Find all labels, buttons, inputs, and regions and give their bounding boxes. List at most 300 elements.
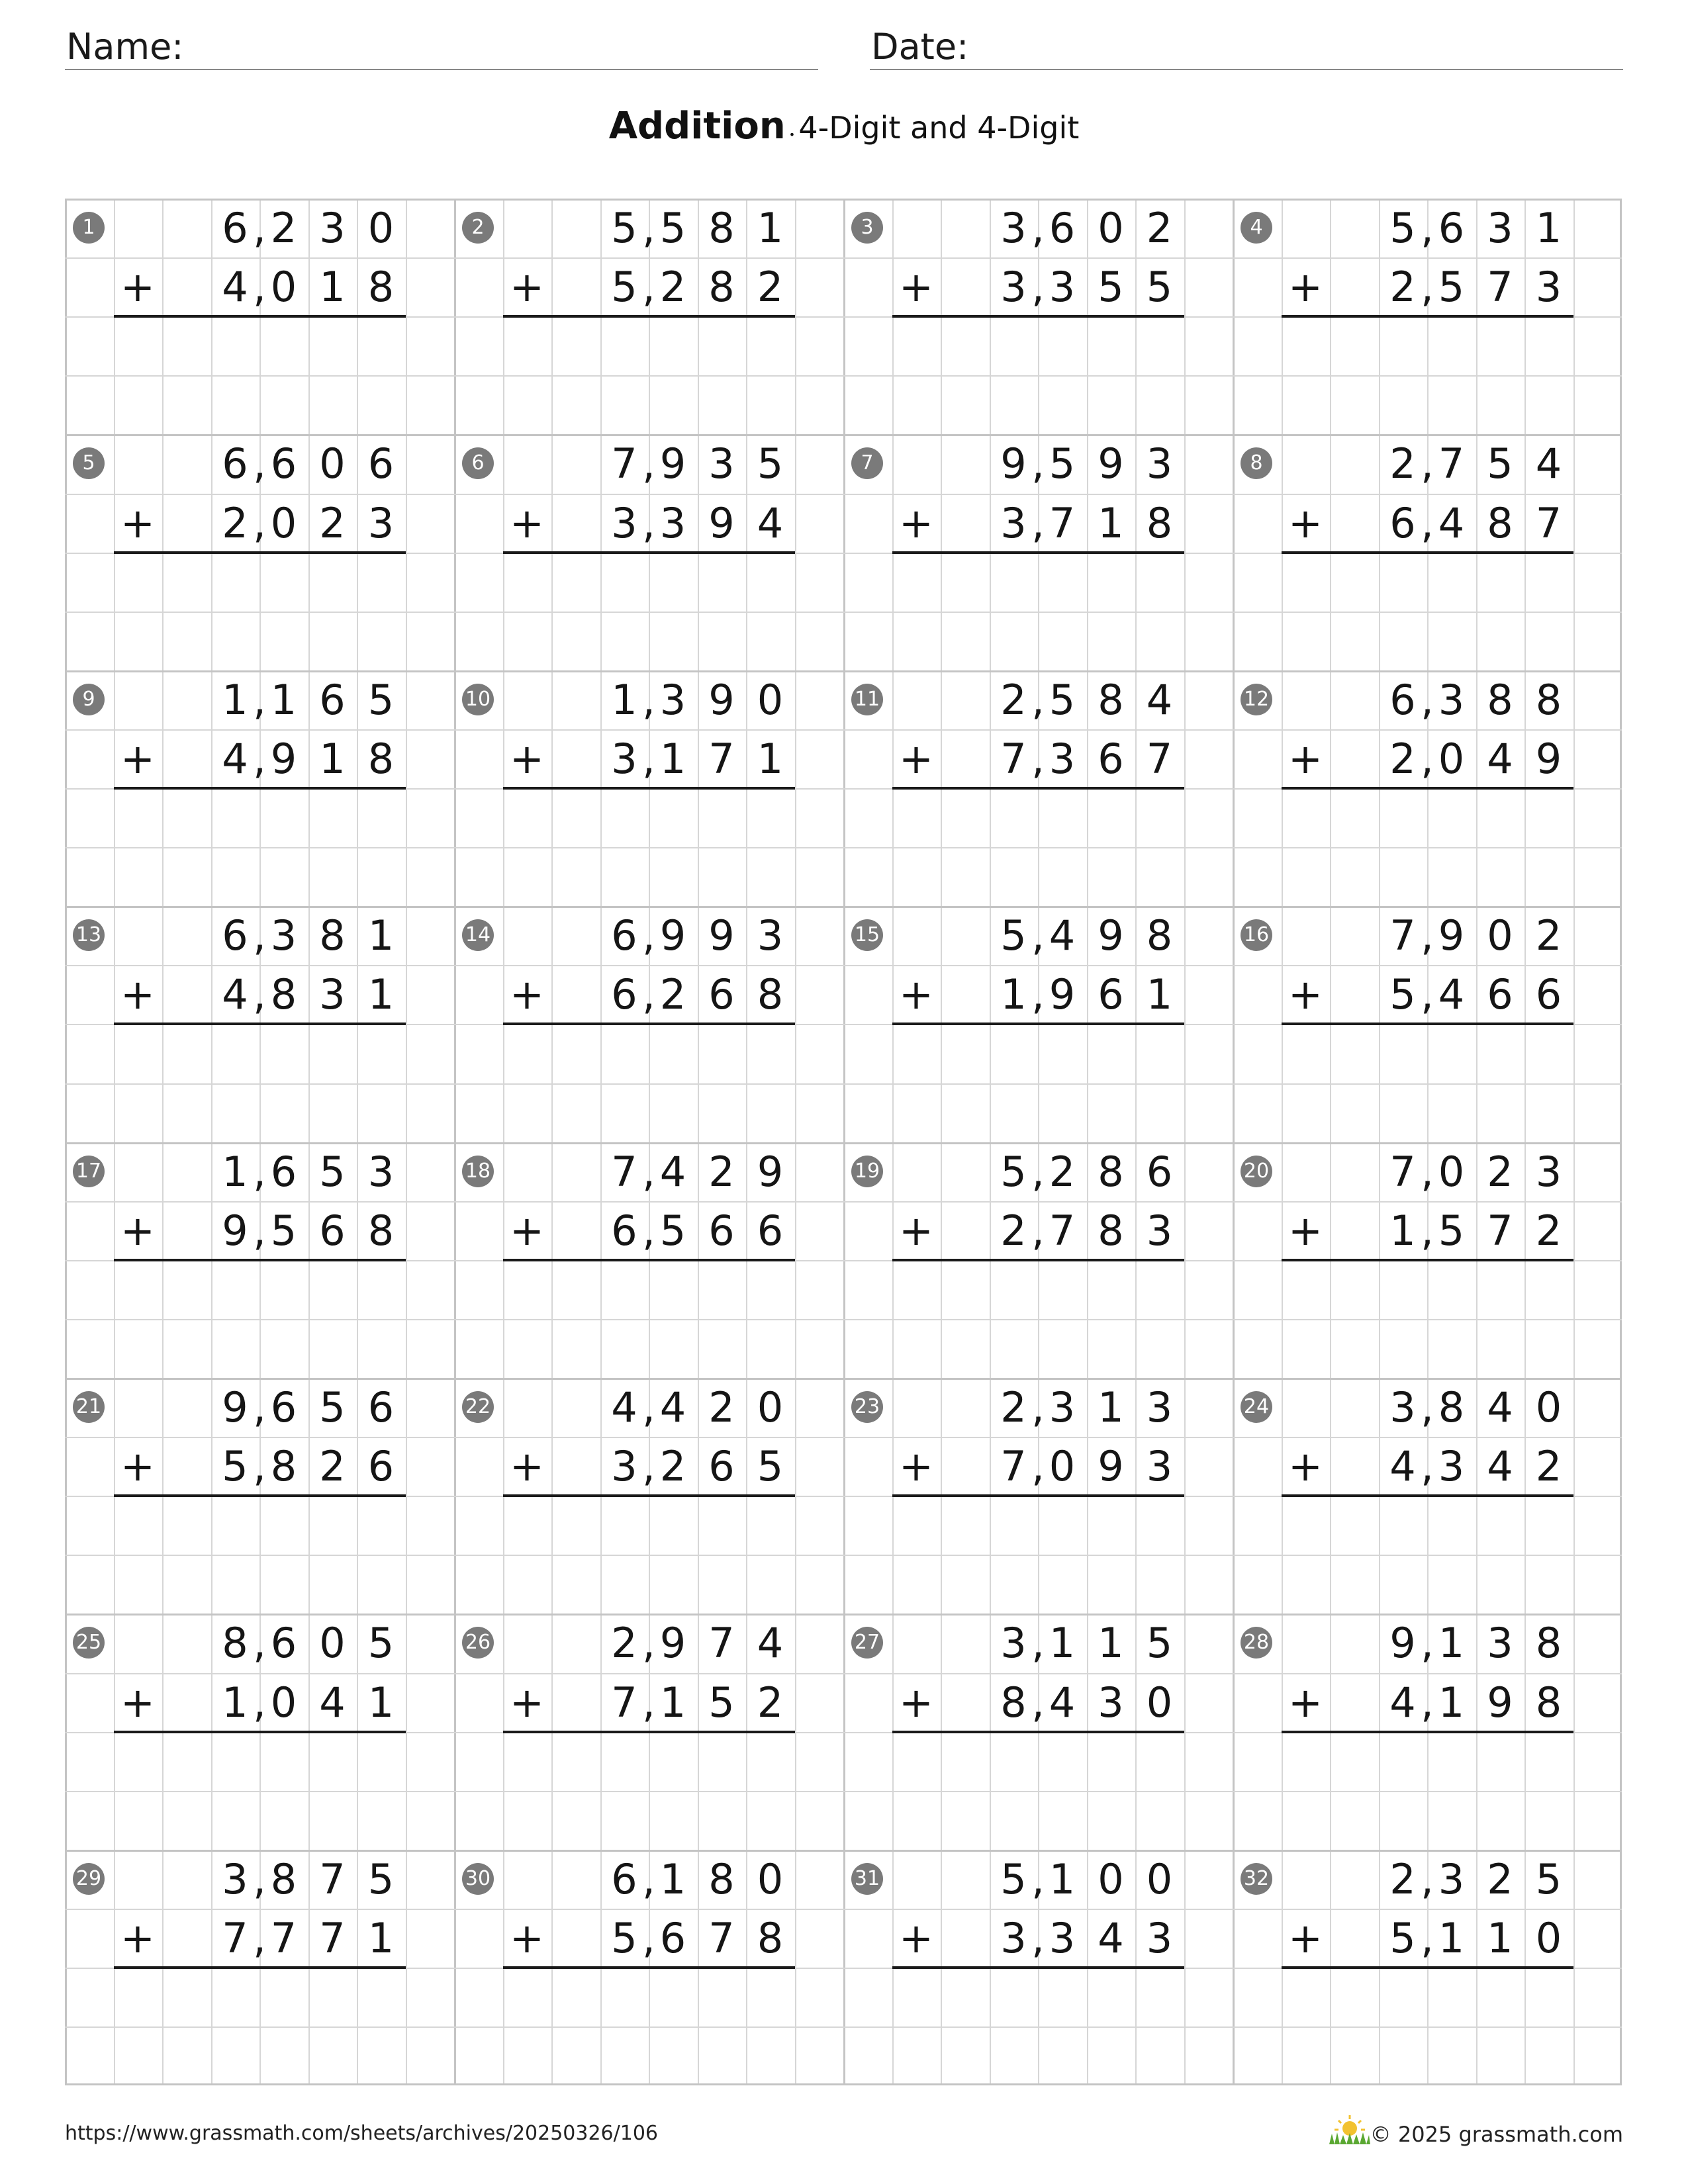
answer-rule: [1282, 315, 1573, 318]
thousands-separator: ,: [1031, 911, 1045, 960]
grid-horizontal-line: [65, 375, 1622, 377]
digit-bottom: 9: [222, 1206, 248, 1255]
digit-bottom: 3: [1049, 734, 1076, 783]
digit-top: 8: [270, 1854, 297, 1903]
plus-operator: +: [120, 263, 155, 312]
plus-operator: +: [510, 1442, 544, 1491]
digit-top: 9: [659, 439, 686, 488]
digit-bottom: 2: [319, 498, 346, 547]
grid-horizontal-line: [65, 1791, 1622, 1792]
digit-bottom: 5: [270, 1206, 297, 1255]
thousands-separator: ,: [642, 970, 655, 1019]
digit-bottom: 5: [708, 1678, 735, 1727]
thousands-separator: ,: [1031, 675, 1045, 724]
answer-rule: [1282, 1731, 1573, 1733]
digit-bottom: 6: [659, 1913, 686, 1962]
thousands-separator: ,: [1421, 1206, 1434, 1255]
thousands-separator: ,: [1031, 1678, 1045, 1727]
plus-operator: +: [510, 1913, 544, 1962]
digit-top: 6: [270, 1383, 297, 1432]
digit-top: 8: [1146, 911, 1173, 960]
digit-bottom: 5: [1438, 1206, 1465, 1255]
digit-top: 8: [319, 911, 346, 960]
digit-top: 3: [270, 911, 297, 960]
plus-operator: +: [120, 1206, 155, 1255]
grid-horizontal-line: [65, 847, 1622, 848]
digit-bottom: 1: [367, 970, 395, 1019]
plus-operator: +: [510, 970, 544, 1019]
digit-top: 8: [708, 204, 735, 252]
digit-bottom: 9: [1535, 734, 1562, 783]
digit-bottom: 6: [367, 1442, 395, 1491]
digit-bottom: 6: [611, 1206, 637, 1255]
problem-number-badge: 31: [851, 1863, 883, 1895]
digit-bottom: 3: [1000, 263, 1027, 312]
digit-top: 5: [1000, 1147, 1027, 1196]
digit-top: 3: [708, 439, 735, 488]
digit-bottom: 7: [1000, 1442, 1027, 1491]
thousands-separator: ,: [253, 1619, 266, 1668]
digit-bottom: 1: [319, 263, 346, 312]
problem-number-badge: 28: [1241, 1627, 1272, 1659]
answer-rule: [1282, 1966, 1573, 1969]
problem-number-badge: 1: [73, 212, 105, 244]
answer-rule: [1282, 551, 1573, 554]
date-field[interactable]: [870, 25, 1623, 70]
digit-bottom: 1: [659, 1678, 686, 1727]
digit-top: 4: [1146, 675, 1173, 724]
thousands-separator: ,: [253, 204, 266, 252]
digit-top: 9: [659, 911, 686, 960]
digit-bottom: 4: [222, 263, 248, 312]
thousands-separator: ,: [1421, 1619, 1434, 1668]
digit-bottom: 3: [1000, 1913, 1027, 1962]
problem-number-badge: 27: [851, 1627, 883, 1659]
digit-top: 7: [1389, 911, 1416, 960]
digit-bottom: 4: [1487, 1442, 1513, 1491]
thousands-separator: ,: [1031, 1206, 1045, 1255]
digit-top: 8: [1098, 675, 1124, 724]
problem-number-badge: 2: [462, 212, 494, 244]
digit-bottom: 5: [757, 1442, 784, 1491]
digit-top: 3: [222, 1854, 248, 1903]
problem-number-badge: 30: [462, 1863, 494, 1895]
plus-operator: +: [510, 1206, 544, 1255]
digit-top: 5: [611, 204, 637, 252]
digit-bottom: 4: [1389, 1678, 1416, 1727]
digit-top: 2: [1487, 1854, 1513, 1903]
problem-number-badge: 22: [462, 1391, 494, 1423]
digit-bottom: 9: [1487, 1678, 1513, 1727]
digit-bottom: 3: [319, 970, 346, 1019]
digit-top: 5: [1146, 1619, 1173, 1668]
thousands-separator: ,: [1421, 1442, 1434, 1491]
thousands-separator: ,: [642, 1854, 655, 1903]
problem-number-badge: 16: [1241, 919, 1272, 951]
answer-rule: [892, 1023, 1184, 1025]
thousands-separator: ,: [642, 1619, 655, 1668]
digit-bottom: 3: [1049, 1913, 1076, 1962]
digit-top: 3: [1438, 675, 1465, 724]
digit-bottom: 6: [1535, 970, 1562, 1019]
digit-bottom: 6: [757, 1206, 784, 1255]
plus-operator: +: [1288, 1678, 1323, 1727]
digit-top: 0: [1438, 1147, 1465, 1196]
problem-number-badge: 10: [462, 684, 494, 715]
digit-top: 7: [611, 439, 637, 488]
digit-bottom: 3: [1146, 1913, 1173, 1962]
grid-horizontal-line: [65, 1319, 1622, 1320]
digit-bottom: 4: [1389, 1442, 1416, 1491]
digit-bottom: 2: [659, 1442, 686, 1491]
digit-top: 6: [222, 911, 248, 960]
answer-rule: [503, 787, 795, 790]
digit-top: 5: [367, 1619, 395, 1668]
digit-top: 0: [319, 1619, 346, 1668]
date-label: Date:: [871, 26, 969, 68]
thousands-separator: ,: [642, 498, 655, 547]
digit-bottom: 7: [1146, 734, 1173, 783]
digit-top: 4: [1487, 1383, 1513, 1432]
thousands-separator: ,: [253, 498, 266, 547]
digit-bottom: 7: [708, 1913, 735, 1962]
thousands-separator: ,: [253, 1383, 266, 1432]
digit-bottom: 2: [1000, 1206, 1027, 1255]
plus-operator: +: [899, 1206, 933, 1255]
digit-top: 6: [367, 439, 395, 488]
digit-top: 8: [708, 1854, 735, 1903]
problem-number-badge: 6: [462, 447, 494, 479]
answer-rule: [1282, 1023, 1573, 1025]
digit-top: 0: [1098, 204, 1124, 252]
digit-top: 2: [1049, 1147, 1076, 1196]
digit-top: 5: [1389, 204, 1416, 252]
digit-top: 2: [708, 1383, 735, 1432]
problem-number-badge: 18: [462, 1156, 494, 1187]
digit-bottom: 1: [757, 734, 784, 783]
plus-operator: +: [1288, 263, 1323, 312]
digit-bottom: 6: [708, 1206, 735, 1255]
digit-bottom: 3: [367, 498, 395, 547]
answer-rule: [114, 551, 406, 554]
digit-bottom: 9: [1098, 1442, 1124, 1491]
problem-number-badge: 7: [851, 447, 883, 479]
digit-bottom: 1: [1146, 970, 1173, 1019]
digit-bottom: 9: [708, 498, 735, 547]
problem-number-badge: 20: [1241, 1156, 1272, 1187]
answer-rule: [892, 1494, 1184, 1497]
digit-top: 8: [1487, 675, 1513, 724]
thousands-separator: ,: [253, 263, 266, 312]
digit-top: 4: [757, 1619, 784, 1668]
grid-horizontal-line: [65, 2083, 1622, 2085]
answer-rule: [892, 787, 1184, 790]
digit-top: 6: [319, 675, 346, 724]
footer-url: https://www.grassmath.com/sheets/archives/20250326/106: [65, 2122, 659, 2145]
digit-top: 3: [757, 911, 784, 960]
digit-top: 2: [708, 1147, 735, 1196]
digit-top: 0: [757, 675, 784, 724]
digit-bottom: 6: [1098, 734, 1124, 783]
answer-rule: [892, 1731, 1184, 1733]
digit-bottom: 8: [367, 263, 395, 312]
digit-top: 5: [367, 1854, 395, 1903]
thousands-separator: ,: [1031, 1442, 1045, 1491]
plus-operator: +: [510, 734, 544, 783]
problem-number-badge: 23: [851, 1391, 883, 1423]
digit-bottom: 2: [659, 970, 686, 1019]
digit-bottom: 3: [1000, 498, 1027, 547]
thousands-separator: ,: [1421, 263, 1434, 312]
problem-number-badge: 9: [73, 684, 105, 715]
digit-top: 7: [611, 1147, 637, 1196]
digit-top: 1: [222, 675, 248, 724]
digit-top: 6: [1049, 204, 1076, 252]
thousands-separator: ,: [1031, 1147, 1045, 1196]
digit-top: 6: [222, 439, 248, 488]
answer-rule: [114, 1259, 406, 1261]
digit-bottom: 2: [1535, 1442, 1562, 1491]
answer-rule: [503, 1259, 795, 1261]
digit-bottom: 6: [1389, 498, 1416, 547]
digit-top: 2: [1389, 1854, 1416, 1903]
thousands-separator: ,: [1421, 911, 1434, 960]
thousands-separator: ,: [1031, 263, 1045, 312]
digit-bottom: 1: [1098, 498, 1124, 547]
digit-bottom: 2: [757, 1678, 784, 1727]
digit-bottom: 3: [1146, 1442, 1173, 1491]
digit-top: 6: [270, 1619, 297, 1668]
problem-number-badge: 32: [1241, 1863, 1272, 1895]
problem-number-badge: 25: [73, 1627, 105, 1659]
digit-bottom: 9: [1049, 970, 1076, 1019]
grid-horizontal-line: [65, 612, 1622, 613]
digit-bottom: 7: [1000, 734, 1027, 783]
digit-bottom: 6: [319, 1206, 346, 1255]
digit-bottom: 1: [1487, 1913, 1513, 1962]
thousands-separator: ,: [1031, 734, 1045, 783]
digit-top: 6: [1146, 1147, 1173, 1196]
digit-bottom: 5: [1098, 263, 1124, 312]
answer-rule: [114, 1731, 406, 1733]
digit-bottom: 2: [757, 263, 784, 312]
digit-top: 1: [1049, 1854, 1076, 1903]
thousands-separator: ,: [1421, 1854, 1434, 1903]
digit-bottom: 7: [222, 1913, 248, 1962]
digit-top: 2: [270, 204, 297, 252]
digit-bottom: 8: [367, 734, 395, 783]
digit-bottom: 4: [222, 734, 248, 783]
digit-bottom: 6: [1487, 970, 1513, 1019]
thousands-separator: ,: [1421, 1147, 1434, 1196]
digit-top: 3: [1000, 204, 1027, 252]
thousands-separator: ,: [1421, 439, 1434, 488]
plus-operator: +: [1288, 498, 1323, 547]
digit-top: 3: [1487, 204, 1513, 252]
digit-bottom: 2: [319, 1442, 346, 1491]
thousands-separator: ,: [642, 1206, 655, 1255]
digit-bottom: 7: [611, 1678, 637, 1727]
thousands-separator: ,: [1031, 439, 1045, 488]
plus-operator: +: [1288, 1206, 1323, 1255]
problem-number-badge: 8: [1241, 447, 1272, 479]
digit-bottom: 8: [1098, 1206, 1124, 1255]
problem-grid: [65, 199, 1622, 2085]
digit-top: 3: [319, 204, 346, 252]
plus-operator: +: [120, 498, 155, 547]
digit-bottom: 5: [1389, 1913, 1416, 1962]
digit-top: 0: [1535, 1383, 1562, 1432]
digit-bottom: 7: [708, 734, 735, 783]
digit-top: 3: [1487, 1619, 1513, 1668]
digit-top: 1: [1098, 1383, 1124, 1432]
digit-bottom: 8: [757, 970, 784, 1019]
plus-operator: +: [120, 1913, 155, 1962]
digit-bottom: 9: [270, 734, 297, 783]
digit-top: 4: [1049, 911, 1076, 960]
digit-bottom: 2: [1535, 1206, 1562, 1255]
digit-bottom: 2: [659, 263, 686, 312]
digit-top: 3: [1389, 1383, 1416, 1432]
digit-bottom: 0: [1049, 1442, 1076, 1491]
plus-operator: +: [120, 970, 155, 1019]
plus-operator: +: [1288, 970, 1323, 1019]
digit-bottom: 4: [1438, 498, 1465, 547]
digit-bottom: 8: [757, 1913, 784, 1962]
digit-bottom: 4: [1487, 734, 1513, 783]
answer-rule: [892, 1966, 1184, 1969]
digit-bottom: 7: [1487, 263, 1513, 312]
plus-operator: +: [1288, 1913, 1323, 1962]
digit-bottom: 1: [1000, 970, 1027, 1019]
problem-number-badge: 26: [462, 1627, 494, 1659]
digit-top: 9: [1389, 1619, 1416, 1668]
answer-rule: [503, 1023, 795, 1025]
plus-operator: +: [120, 1442, 155, 1491]
digit-top: 6: [611, 1854, 637, 1903]
answer-rule: [1282, 1494, 1573, 1497]
digit-bottom: 6: [1098, 970, 1124, 1019]
digit-top: 9: [757, 1147, 784, 1196]
digit-bottom: 7: [1535, 498, 1562, 547]
thousands-separator: ,: [253, 1206, 266, 1255]
problem-number-badge: 24: [1241, 1391, 1272, 1423]
digit-bottom: 1: [1389, 1206, 1416, 1255]
digit-top: 6: [222, 204, 248, 252]
digit-bottom: 3: [1049, 263, 1076, 312]
digit-top: 0: [1098, 1854, 1124, 1903]
thousands-separator: ,: [253, 1442, 266, 1491]
digit-top: 9: [659, 1619, 686, 1668]
digit-top: 8: [1098, 1147, 1124, 1196]
digit-top: 5: [757, 439, 784, 488]
digit-top: 6: [367, 1383, 395, 1432]
digit-top: 5: [1000, 911, 1027, 960]
digit-top: 4: [659, 1383, 686, 1432]
digit-bottom: 0: [270, 263, 297, 312]
digit-top: 4: [611, 1383, 637, 1432]
digit-bottom: 2: [1389, 263, 1416, 312]
thousands-separator: ,: [642, 1147, 655, 1196]
plus-operator: +: [120, 1678, 155, 1727]
digit-top: 1: [1535, 204, 1562, 252]
digit-top: 2: [1146, 204, 1173, 252]
digit-bottom: 8: [1487, 498, 1513, 547]
digit-bottom: 2: [1389, 734, 1416, 783]
thousands-separator: ,: [253, 734, 266, 783]
digit-top: 5: [1487, 439, 1513, 488]
plus-operator: +: [120, 734, 155, 783]
problem-number-badge: 14: [462, 919, 494, 951]
title-main: Addition: [608, 105, 786, 148]
thousands-separator: ,: [1031, 1854, 1045, 1903]
answer-rule: [892, 315, 1184, 318]
digit-top: 8: [1535, 675, 1562, 724]
answer-rule: [1282, 787, 1573, 790]
digit-bottom: 3: [611, 734, 637, 783]
digit-top: 9: [1438, 911, 1465, 960]
answer-rule: [503, 1731, 795, 1733]
digit-bottom: 5: [659, 1206, 686, 1255]
digit-bottom: 5: [222, 1442, 248, 1491]
digit-bottom: 3: [1146, 1206, 1173, 1255]
name-field[interactable]: [65, 25, 818, 70]
digit-top: 0: [367, 204, 395, 252]
digit-top: 0: [319, 439, 346, 488]
thousands-separator: ,: [642, 1383, 655, 1432]
thousands-separator: ,: [1031, 498, 1045, 547]
digit-bottom: 0: [1146, 1678, 1173, 1727]
thousands-separator: ,: [1031, 204, 1045, 252]
thousands-separator: ,: [1031, 970, 1045, 1019]
digit-top: 2: [1535, 911, 1562, 960]
digit-bottom: 5: [1389, 970, 1416, 1019]
answer-rule: [503, 1966, 795, 1969]
digit-bottom: 3: [659, 498, 686, 547]
digit-bottom: 8: [1535, 1678, 1562, 1727]
digit-top: 9: [1000, 439, 1027, 488]
thousands-separator: ,: [1421, 498, 1434, 547]
digit-top: 0: [1487, 911, 1513, 960]
digit-top: 3: [1049, 1383, 1076, 1432]
plus-operator: +: [1288, 1442, 1323, 1491]
thousands-separator: ,: [642, 675, 655, 724]
plus-operator: +: [899, 263, 933, 312]
digit-top: 6: [1438, 204, 1465, 252]
title-separator: •: [785, 128, 799, 141]
digit-top: 5: [319, 1383, 346, 1432]
answer-rule: [114, 1966, 406, 1969]
digit-bottom: 0: [1438, 734, 1465, 783]
digit-top: 0: [757, 1854, 784, 1903]
digit-bottom: 8: [270, 1442, 297, 1491]
digit-bottom: 6: [708, 970, 735, 1019]
digit-bottom: 3: [1098, 1678, 1124, 1727]
plus-operator: +: [899, 1913, 933, 1962]
digit-bottom: 4: [319, 1678, 346, 1727]
thousands-separator: ,: [642, 439, 655, 488]
digit-top: 5: [659, 204, 686, 252]
digit-bottom: 7: [1049, 498, 1076, 547]
thousands-separator: ,: [1421, 1913, 1434, 1962]
digit-top: 8: [1535, 1619, 1562, 1668]
digit-top: 2: [611, 1619, 637, 1668]
digit-top: 1: [611, 675, 637, 724]
digit-bottom: 6: [611, 970, 637, 1019]
thousands-separator: ,: [1031, 1913, 1045, 1962]
digit-top: 5: [367, 675, 395, 724]
digit-bottom: 8: [1000, 1678, 1027, 1727]
